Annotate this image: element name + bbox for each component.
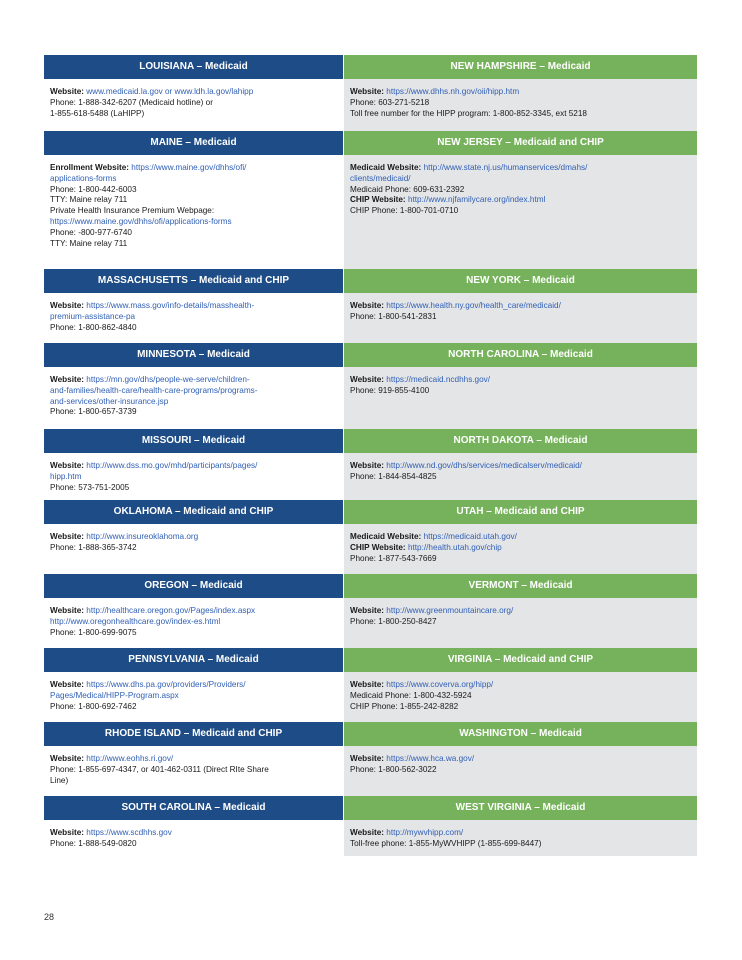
state-info-cell	[344, 367, 697, 429]
state-header-virginia-medicaid-and-chip: VIRGINIA – Medicaid and CHIP	[344, 648, 697, 672]
info-line	[350, 839, 691, 850]
info-text: Phone: 1-877-543-7669	[350, 553, 437, 563]
info-text: Phone: 1-844-854-4825	[350, 471, 437, 481]
info-text: Phone: 1-800-657-3739	[50, 407, 137, 417]
state-header-north-dakota-medicaid: NORTH DAKOTA – Medicaid	[344, 429, 697, 453]
info-line	[350, 543, 691, 554]
website-link[interactable]: and-families/health-care/health-care-programs/programs-	[50, 385, 258, 395]
info-text: Phone: 1-800-562-3022	[350, 764, 437, 774]
state-header-south-carolina-medicaid: SOUTH CAROLINA – Medicaid	[44, 796, 344, 820]
state-header-massachusetts-medicaid-and-chip: MASSACHUSETTS – Medicaid and CHIP	[44, 269, 344, 293]
info-line	[350, 617, 691, 628]
info-line	[50, 228, 337, 239]
state-header-west-virginia-medicaid: WEST VIRGINIA – Medicaid	[344, 796, 697, 820]
info-line	[50, 375, 337, 386]
info-line	[50, 532, 337, 543]
info-line	[50, 163, 337, 174]
info-line	[50, 691, 337, 702]
info-line	[50, 754, 337, 765]
website-link[interactable]: and-services/other-insurance.jsp	[50, 396, 169, 406]
info-label: Website:	[50, 754, 84, 763]
state-info-cell	[44, 155, 344, 269]
info-line	[350, 691, 691, 702]
info-line	[50, 195, 337, 206]
info-line	[50, 174, 337, 185]
state-info-cell	[344, 746, 697, 796]
info-text: CHIP Phone: 1-800-701-0710	[350, 206, 459, 216]
info-text: CHIP Phone: 1-855-242-8282	[350, 701, 459, 711]
website-link[interactable]: https://www.hca.wa.gov/	[386, 754, 475, 763]
info-line	[350, 554, 691, 565]
state-info-cell	[44, 79, 344, 131]
website-link[interactable]: hipp.htm	[50, 471, 82, 481]
info-text: Line)	[50, 775, 69, 785]
state-header-oklahoma-medicaid-and-chip: OKLAHOMA – Medicaid and CHIP	[44, 500, 344, 524]
info-text: TTY: Maine relay 711	[50, 238, 128, 248]
website-link[interactable]: http://www.nd.gov/dhs/services/medicalserv/medicaid/	[386, 461, 582, 470]
info-label: Website:	[50, 375, 84, 384]
website-link[interactable]: https://www.scdhhs.gov	[86, 828, 172, 837]
info-line	[50, 461, 337, 472]
state-info-cell	[44, 598, 344, 648]
info-text: Phone: 1-800-442-6003	[50, 184, 137, 194]
info-text: Phone: 1-855-697-4347, or 401-462-0311 (Direct RIte Share	[50, 764, 269, 774]
info-line	[50, 239, 337, 250]
state-info-cell	[44, 453, 344, 500]
info-text: Phone: -800-977-6740	[50, 227, 132, 237]
info-label: Website:	[350, 680, 384, 689]
info-line	[350, 195, 691, 206]
info-label: CHIP Website:	[350, 542, 406, 552]
info-text: Phone: 1-888-342-6207 (Medicaid hotline) or	[50, 97, 213, 107]
website-link[interactable]: http://www.dss.mo.gov/mhd/participants/pages/	[86, 461, 258, 470]
page-number: 28	[44, 912, 55, 922]
info-label: CHIP Website:	[350, 195, 406, 205]
website-link[interactable]: premium-assistance-pa	[50, 311, 136, 321]
website-link[interactable]: https://medicaid.utah.gov/	[423, 532, 517, 541]
website-link[interactable]: http://www.eohhs.ri.gov/	[86, 754, 174, 763]
website-link[interactable]: http://healthcare.oregon.gov/Pages/index.aspx	[86, 606, 256, 615]
info-line	[350, 109, 691, 120]
state-header-new-hampshire-medicaid: NEW HAMPSHIRE – Medicaid	[344, 55, 697, 79]
info-text: Phone: 573-751-2005	[50, 482, 130, 492]
info-text: Medicaid Phone: 609-631-2392	[350, 184, 465, 194]
website-link[interactable]: https://www.dhhs.nh.gov/oii/hipp.htm	[386, 87, 520, 96]
info-label: Website:	[50, 828, 84, 837]
info-line	[350, 702, 691, 713]
state-header-maine-medicaid: MAINE – Medicaid	[44, 131, 344, 155]
website-link[interactable]: https://www.dhs.pa.gov/providers/Providers/	[86, 680, 246, 689]
website-link[interactable]: http://www.greenmountaincare.org/	[386, 606, 514, 615]
info-label: Website:	[350, 87, 384, 96]
website-link[interactable]: http://www.state.nj.us/humanservices/dmahs/	[423, 163, 588, 172]
info-text: Medicaid Phone: 1-800-432-5924	[350, 690, 472, 700]
state-info-cell	[44, 367, 344, 429]
info-line	[350, 461, 691, 472]
website-link[interactable]: https://mn.gov/dhs/people-we-serve/children-	[86, 375, 250, 384]
state-info-cell	[344, 453, 697, 500]
info-line	[50, 301, 337, 312]
state-info-cell	[44, 820, 344, 856]
info-line	[50, 839, 337, 850]
info-line	[50, 680, 337, 691]
state-info-cell	[44, 293, 344, 343]
info-label: Website:	[50, 87, 84, 96]
state-info-cell	[44, 524, 344, 574]
website-link[interactable]: http://health.utah.gov/chip	[407, 542, 502, 552]
state-info-cell	[344, 79, 697, 131]
info-line	[350, 386, 691, 397]
state-info-cell	[344, 820, 697, 856]
info-line	[50, 407, 337, 418]
website-link[interactable]: applications-forms	[50, 173, 117, 183]
info-text: TTY: Maine relay 711	[50, 195, 128, 205]
info-line	[50, 397, 337, 408]
info-line	[350, 163, 691, 174]
state-header-washington-medicaid: WASHINGTON – Medicaid	[344, 722, 697, 746]
state-header-pennsylvania-medicaid: PENNSYLVANIA – Medicaid	[44, 648, 344, 672]
state-info-cell	[344, 293, 697, 343]
info-line	[350, 301, 691, 312]
info-line	[350, 206, 691, 217]
state-info-cell	[344, 598, 697, 648]
state-header-missouri-medicaid: MISSOURI – Medicaid	[44, 429, 344, 453]
website-link[interactable]: http://www.njfamilycare.org/index.html	[407, 195, 546, 205]
info-line	[350, 87, 691, 98]
state-header-louisiana-medicaid: LOUISIANA – Medicaid	[44, 55, 344, 79]
website-link[interactable]: https://www.coverva.org/hipp/	[386, 680, 494, 689]
info-label: Website:	[50, 680, 84, 689]
info-label: Enrollment Website:	[50, 163, 130, 172]
info-label: Website:	[350, 301, 384, 310]
info-text: Phone: 919-855-4100	[350, 385, 430, 395]
info-line	[50, 87, 337, 98]
info-label: Website:	[350, 375, 384, 384]
info-label: Website:	[350, 606, 384, 615]
state-header-north-carolina-medicaid: NORTH CAROLINA – Medicaid	[344, 343, 697, 367]
info-line	[50, 472, 337, 483]
state-header-utah-medicaid-and-chip: UTAH – Medicaid and CHIP	[344, 500, 697, 524]
info-line	[50, 543, 337, 554]
info-line	[350, 98, 691, 109]
state-info-cell	[344, 672, 697, 722]
info-text: Phone: 603-271-5218	[350, 97, 430, 107]
info-line	[50, 765, 337, 776]
info-line	[350, 375, 691, 386]
website-link[interactable]: https://www.mass.gov/info-details/masshealth-	[86, 301, 255, 310]
info-line	[350, 754, 691, 765]
website-link[interactable]: clients/medicaid/	[350, 173, 411, 183]
info-line	[350, 828, 691, 839]
info-label: Medicaid Website:	[350, 532, 422, 541]
info-line	[50, 386, 337, 397]
info-line	[350, 472, 691, 483]
state-info-cell	[344, 155, 697, 269]
info-text: 1-855-618-5488 (LaHIPP)	[50, 108, 145, 118]
info-text: Phone: 1-800-250-8427	[350, 616, 437, 626]
info-line	[50, 312, 337, 323]
info-text: Phone: 1-888-549-0820	[50, 838, 137, 848]
info-text: Toll free number for the HIPP program: 1-800-852-3345, ext 5218	[350, 108, 587, 118]
state-header-new-york-medicaid: NEW YORK – Medicaid	[344, 269, 697, 293]
info-label: Website:	[50, 301, 84, 310]
info-line	[350, 606, 691, 617]
info-line	[50, 702, 337, 713]
website-link[interactable]: www.medicaid.la.gov or www.ldh.la.gov/lahipp	[86, 87, 254, 96]
info-line	[50, 606, 337, 617]
state-info-cell	[344, 524, 697, 574]
info-text: Phone: 1-800-692-7462	[50, 701, 137, 711]
info-text: Phone: 1-800-862-4840	[50, 322, 137, 332]
info-line	[50, 828, 337, 839]
website-link[interactable]: http://www.oregonhealthcare.gov/index-es.html	[50, 616, 221, 626]
info-label: Website:	[50, 606, 84, 615]
state-header-minnesota-medicaid: MINNESOTA – Medicaid	[44, 343, 344, 367]
state-info-cell	[44, 746, 344, 796]
info-line	[350, 312, 691, 323]
state-contact-table	[44, 55, 697, 856]
info-line	[50, 217, 337, 228]
info-line	[50, 617, 337, 628]
info-text: Phone: 1-800-699-9075	[50, 627, 137, 637]
website-link[interactable]: https://www.maine.gov/dhhs/ofi/applications-forms	[50, 216, 232, 226]
info-line	[350, 532, 691, 543]
info-label: Website:	[350, 828, 384, 837]
info-line	[50, 185, 337, 196]
state-info-cell	[44, 672, 344, 722]
info-label: Website:	[350, 461, 384, 470]
info-line	[350, 680, 691, 691]
info-line	[350, 765, 691, 776]
state-header-vermont-medicaid: VERMONT – Medicaid	[344, 574, 697, 598]
info-line	[350, 174, 691, 185]
website-link[interactable]: http://mywvhipp.com/	[386, 828, 464, 837]
website-link[interactable]: https://www.health.ny.gov/health_care/medicaid/	[386, 301, 561, 310]
state-header-oregon-medicaid: OREGON – Medicaid	[44, 574, 344, 598]
info-line	[50, 323, 337, 334]
info-label: Website:	[50, 532, 84, 541]
info-text: Private Health Insurance Premium Webpage:	[50, 206, 215, 216]
info-line	[50, 109, 337, 120]
info-line	[50, 206, 337, 217]
website-link[interactable]: https://medicaid.ncdhhs.gov/	[386, 375, 491, 384]
website-link[interactable]: https://www.maine.gov/dhhs/ofi/	[131, 163, 247, 172]
info-line	[350, 185, 691, 196]
info-text: Phone: 1-888-365-3742	[50, 542, 137, 552]
website-link[interactable]: Pages/Medical/HIPP-Program.aspx	[50, 690, 179, 700]
info-line	[50, 98, 337, 109]
state-header-rhode-island-medicaid-and-chip: RHODE ISLAND – Medicaid and CHIP	[44, 722, 344, 746]
info-label: Medicaid Website:	[350, 163, 422, 172]
website-link[interactable]: http://www.insureoklahoma.org	[86, 532, 199, 541]
info-line	[50, 628, 337, 639]
info-label: Website:	[50, 461, 84, 470]
info-text: Toll-free phone: 1-855-MyWVHIPP (1-855-699-8447)	[350, 838, 542, 848]
state-header-new-jersey-medicaid-and-chip: NEW JERSEY – Medicaid and CHIP	[344, 131, 697, 155]
info-line	[50, 776, 337, 787]
info-line	[50, 483, 337, 494]
info-label: Website:	[350, 754, 384, 763]
info-text: Phone: 1-800-541-2831	[350, 311, 437, 321]
